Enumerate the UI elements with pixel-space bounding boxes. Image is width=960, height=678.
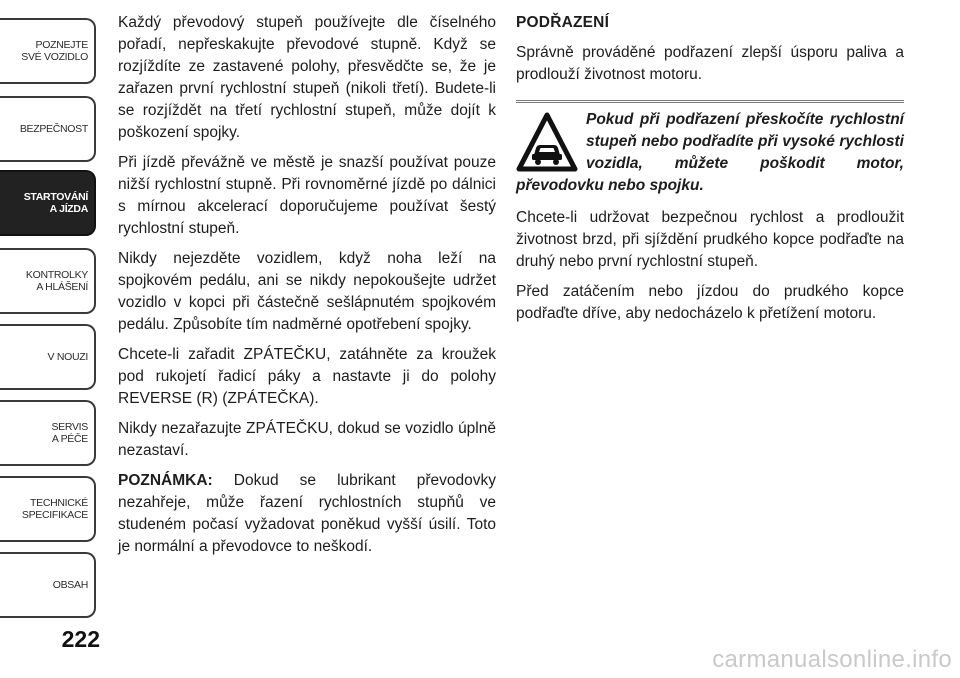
page-number: 222: [61, 626, 100, 652]
tab-poznejte-sve-vozidlo[interactable]: [0, 18, 96, 84]
paragraph: Nikdy nejezděte vozidlem, když noha leží na spojkovém pedálu, ani se nikdy nepokoušejte udržet vozidlo v kopci při částečně sešlápnutém spojkovém pedálu. Způsobíte tím nadměrné opotřebení spojky.: [118, 250, 496, 333]
watermark: carmanualsonline.info: [712, 646, 952, 673]
tab-label: STARTOVÁNÍ A JÍZDA: [23, 191, 88, 215]
paragraph: Každý převodový stupeň používejte dle číselného pořadí, nepřeskakujte převodové stupně. Když se rozjíždíte ze zastavené polohy, přesvědčte se, že je zařazen první rychlostní stupeň (nikoli třetí). Budete-li se rozjíždět na třetí rychlostní stupeň, může dojít k poškození spojky.: [118, 14, 496, 141]
tab-label: BEZPEČNOST: [19, 123, 88, 135]
tab-label: TECHNICKÉ SPECIFIKACE: [21, 497, 88, 521]
tab-kontrolky-a-hlaseni[interactable]: [0, 248, 96, 314]
paragraph: Správně prováděné podřazení zlepší úsporu paliva a prodlouží životnost motoru.: [516, 44, 904, 83]
car-warning-triangle-icon: [516, 111, 578, 173]
right-column: [516, 12, 904, 333]
paragraph: Chcete-li udržovat bezpečnou rychlost a prodloužit životnost brzd, při sjíždění prudkého kopce podřaďte na druhý nebo první rychlostní stupeň.: [516, 209, 904, 270]
paragraph: Při jízdě převážně ve městě je snazší používat pouze nižší rychlostní stupně. Při rovnoměrné jízdě po dálnici s mírnou akcelerací doporučujeme používat šestý rychlostní stupeň.: [118, 154, 496, 237]
tab-servis-a-pece[interactable]: [0, 400, 96, 466]
tab-label: V NOUZI: [47, 351, 88, 363]
tab-v-nouzi[interactable]: [0, 324, 96, 390]
note-paragraph: [118, 470, 496, 558]
tab-label: SERVIS A PÉČE: [51, 421, 88, 445]
note-text: Dokud se lubrikant převodovky nezahřeje, může řazení rychlostních stupňů ve studeném počasí vyžadovat poněkud vyšší úsilí. Toto je normální a převodovce to neškodí.: [118, 472, 496, 555]
tab-technicke-specifikace[interactable]: [0, 476, 96, 542]
paragraph: Nikdy nezařazujte ZPÁTEČKU, dokud se vozidlo úplně nezastaví.: [118, 420, 496, 459]
section-heading: PODŘAZENÍ: [516, 14, 610, 31]
note-label: POZNÁMKA:: [118, 472, 213, 489]
warning-box: [516, 100, 904, 197]
paragraph: Chcete-li zařadit ZPÁTEČKU, zatáhněte za kroužek pod rukojetí řadicí páky a nastavte ji do polohy REVERSE (R) (ZPÁTEČKA).: [118, 346, 496, 407]
tab-label: KONTROLKY A HLÁŠENÍ: [25, 269, 88, 293]
tab-obsah[interactable]: [0, 552, 96, 618]
tab-label: POZNEJTE SVÉ VOZIDLO: [21, 39, 88, 63]
warning-text: Pokud při podřazení přeskočíte rychlostní stupeň nebo podřadíte při vysoké rychlosti vozidla, můžete poškodit motor, převodovku nebo spojku.: [516, 111, 904, 194]
left-column: [118, 12, 496, 566]
tab-label: OBSAH: [52, 579, 88, 591]
tab-bezpecnost[interactable]: [0, 96, 96, 162]
tab-startovani-a-jizda[interactable]: [0, 170, 96, 236]
paragraph: Před zatáčením nebo jízdou do prudkého kopce podřaďte dříve, aby nedocházelo k přetížení motoru.: [516, 283, 904, 322]
